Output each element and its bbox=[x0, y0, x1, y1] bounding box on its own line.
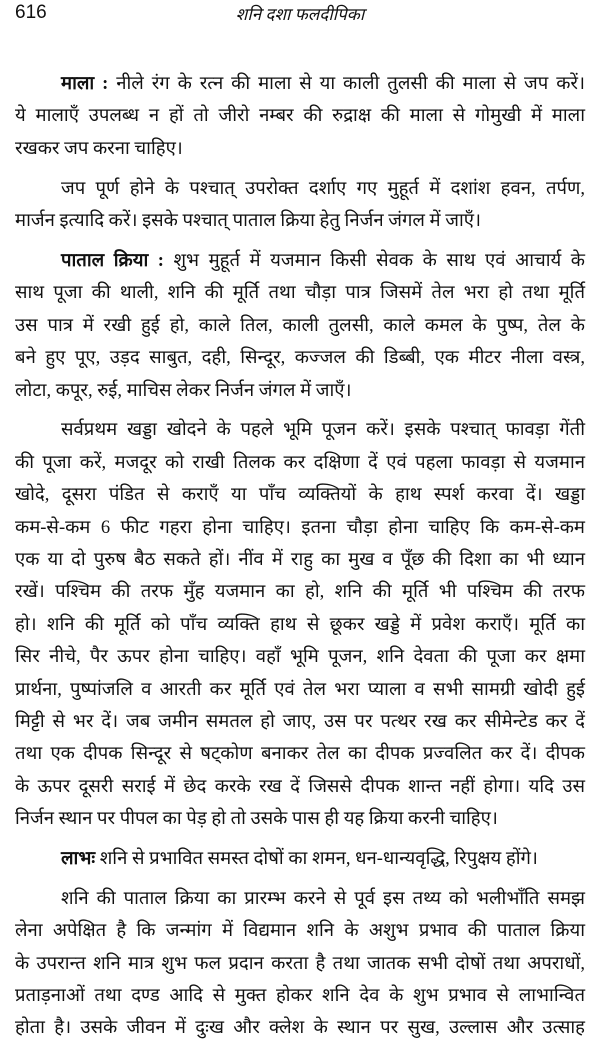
text-line: लेना अपेक्षित है कि जन्मांग में विद्यमान शनि के अशुभ प्रभाव की पाताल क्रिया bbox=[15, 921, 585, 942]
text-line: कम-से-कम 6 फीट गहरा होना चाहिए। इतना चौड़ा होना चाहिए कि कम-से-कम bbox=[15, 517, 585, 538]
line-text: शनि से प्रभावित समस्त दोषों का शमन, धन-धान्यवृद्धि, रिपुक्षय होंगे। bbox=[95, 848, 538, 869]
line-text: नीले रंग के रत्न की माला से या काली तुलसी की माला से जप करें। bbox=[108, 74, 585, 94]
text-line: साथ पूजा की थाली, शनि की मूर्ति तथा चौड़ा पात्र जिसमें तेल भरा हो तथा मूर्ति bbox=[15, 283, 585, 304]
line-text: शुभ मुहूर्त में यजमान किसी सेवक के साथ एवं आचार्य के bbox=[163, 250, 585, 271]
page-body bbox=[15, 68, 585, 1052]
text-line: लोटा, कपूर, रुई, माचिस लेकर निर्जन जंगल में जाएँ। bbox=[15, 380, 352, 401]
text-line: मिट्टी से भर दें। जब जमीन समतल हो जाए, उस पर पत्थर रख कर सीमेन्टेड कर दें bbox=[15, 711, 585, 732]
text-line: की पूजा करें, मजदूर को राखी तिलक कर दक्षिणा दें एवं पहला फावड़ा से यजमान bbox=[15, 452, 585, 473]
paragraph-patal-kriya bbox=[15, 245, 585, 407]
text-line: बने हुए पूए, उड़द साबुत, दही, सिन्दूर, कज्जल की डिब्बी, एक मीटर नीला वस्त्र, bbox=[15, 348, 585, 369]
paragraph-label: लाभः bbox=[61, 848, 96, 869]
text-line: रखें। पश्चिम की तरफ मुँह यजमान का हो, शनि की मूर्ति भी पश्चिम की तरफ bbox=[15, 582, 585, 603]
text-line: निर्जन स्थान पर पीपल का पेड़ हो तो उसके पास ही यह क्रिया करनी चाहिए। bbox=[15, 809, 498, 830]
text-line: उस पात्र में रखी हुई हो, काले तिल, काली तुलसी, काले कमल के पुष्प, तेल के bbox=[15, 315, 585, 336]
text-line: प्रार्थना, पुष्पांजलि व आरती कर मूर्ति एवं तेल भरा प्याला व सभी सामग्री खोदी हुई bbox=[15, 679, 585, 700]
text-line: प्रताड़नाओं तथा दण्ड आदि से मुक्त होकर शनि देव के शुभ प्रभाव से लाभान्वित bbox=[15, 986, 585, 1007]
paragraph-label: पाताल क्रिया : bbox=[61, 250, 164, 271]
text-line: ये मालाएँ उपलब्ध न हों तो जीरो नम्बर की रुद्राक्ष की माला से गोमुखी में माला bbox=[15, 106, 585, 127]
text-line bbox=[15, 843, 585, 875]
text-line: सर्वप्रथम खड्डा खोदने के पहले भूमि पूजन करें। इसके पश्चात् फावड़ा गेंती bbox=[61, 420, 585, 441]
text-line: खोदे, दूसरा पंडित से कराएँ या पाँच व्यक्तियों के हाथ स्पर्श करवा दें। खड्डा bbox=[15, 485, 585, 506]
text-line: सिर नीचे, पैर ऊपर होना चाहिए। वहाँ भूमि पूजन, शनि देवता की पूजा कर क्षमा bbox=[15, 647, 585, 668]
text-line bbox=[15, 68, 585, 100]
paragraph-sarvaprathama bbox=[15, 414, 585, 835]
paragraph-mala bbox=[15, 68, 585, 165]
text-line: रखकर जप करना चाहिए। bbox=[15, 138, 183, 159]
text-line: हो। शनि की मूर्ति को पाँच व्यक्ति हाथ से छूकर खड्डे में प्रवेश कराएँ। मूर्ति का bbox=[15, 614, 585, 635]
paragraph-jap bbox=[15, 173, 585, 238]
text-line: जप पूर्ण होने के पश्चात् उपरोक्त दर्शाए गए मुहूर्त में दशांश हवन, तर्पण, bbox=[61, 178, 585, 199]
text-line: एक या दो पुरुष बैठ सकते हों। नींव में राहु का मुख व पूँछ की दिशा का भी ध्यान bbox=[15, 549, 585, 570]
text-line bbox=[15, 245, 585, 277]
page-number: 616 bbox=[15, 2, 47, 23]
paragraph-shani-patal bbox=[15, 883, 585, 1045]
text-line: के ऊपर दूसरी सराई में छेद करके रख दें जिससे दीपक शान्त नहीं होगा। यदि उस bbox=[15, 776, 585, 797]
paragraph-labh bbox=[15, 843, 585, 875]
running-title: शनि दशा फलदीपिका bbox=[235, 5, 365, 24]
text-line: मार्जन इत्यादि करें। इसके पश्चात् पाताल क्रिया हेतु निर्जन जंगल में जाएँ। bbox=[15, 211, 481, 232]
text-line: होता है। उसके जीवन में दुःख और क्लेश के स्थान पर सुख, उल्लास और उत्साह bbox=[15, 1018, 585, 1039]
text-line: के उपरान्त शनि मात्र शुभ फल प्रदान करता है तथा जातक सभी दोषों तथा अपराधों, bbox=[15, 953, 585, 974]
page-header bbox=[15, 2, 585, 32]
text-line: तथा एक दीपक सिन्दूर से षट्कोण बनाकर तेल का दीपक प्रज्वलित कर दें। दीपक bbox=[15, 744, 585, 765]
paragraph-label: माला : bbox=[61, 74, 109, 94]
text-line: शनि की पाताल क्रिया का प्रारम्भ करने से पूर्व इस तथ्य को भलीभाँति समझ bbox=[61, 888, 585, 909]
